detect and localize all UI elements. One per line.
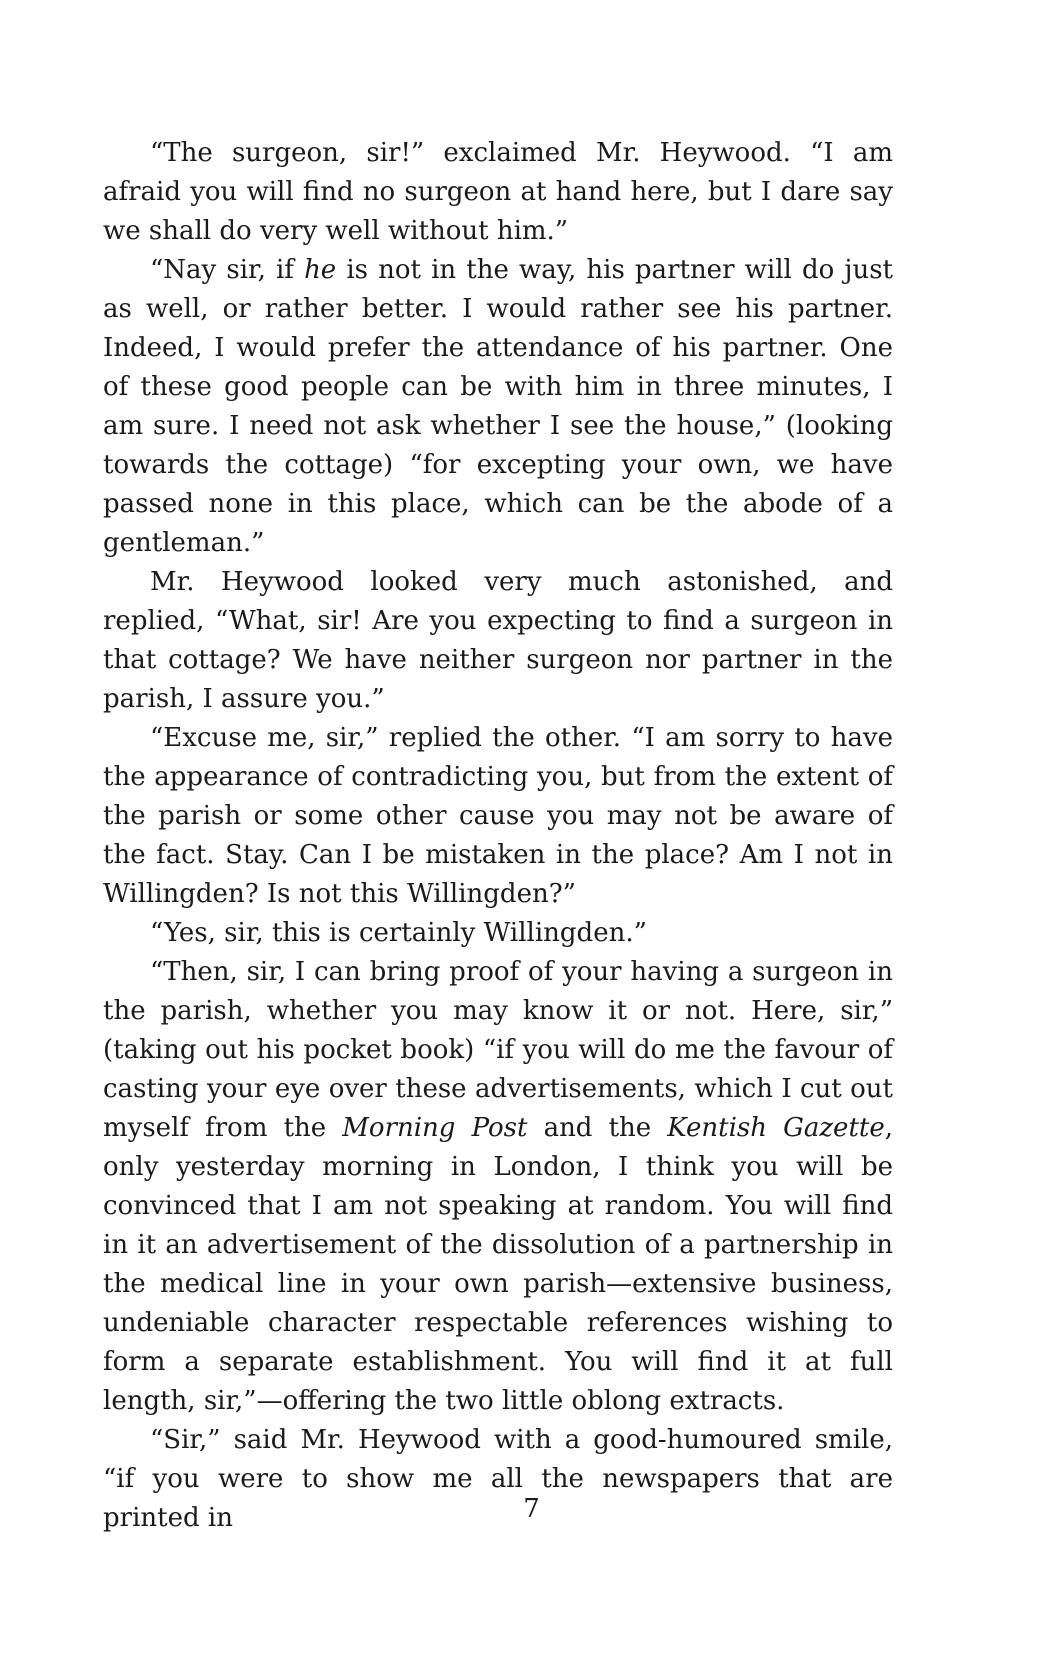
text-run: is not in the way, his partner will do just as well, or rather better. I would rather see his partner. Indeed, I would prefer the attendance of his partner. One of these good people can be with him in three minutes, I am sure. I need not ask whether I see the house,” (looking towards the cottage) “for excepting your own, we have passed none in this place, which can be the abode of a gentleman.”: [103, 255, 893, 558]
text-run: “Nay sir, if: [150, 255, 305, 285]
italic-text-run: he: [304, 255, 337, 285]
page-number: 7: [523, 1494, 540, 1524]
text-run: Mr. Heywood looked very much astonished, and replied, “What, sir! Are you expecting to find a surgeon in that cottage? We have neither surgeon nor partner in the parish, I assure you.”: [103, 567, 893, 714]
paragraph: [103, 719, 893, 914]
paragraph: [103, 953, 893, 1421]
paragraph: [103, 134, 893, 251]
text-run: “Then, sir, I can bring proof of your having a surgeon in the parish, whether you may know it or not. Here, sir,” (taking out his pocket book) “if you will do me the favour of casting your eye over these advertisements, which I cut out myself from the: [103, 957, 893, 1143]
paragraph: [103, 563, 893, 719]
text-run: “Yes, sir, this is certainly Willingden.”: [150, 918, 647, 948]
paragraph: [103, 251, 893, 563]
body-text: [103, 134, 893, 1538]
italic-text-run: Morning Post: [342, 1113, 528, 1143]
text-run: “The surgeon, sir!” exclaimed Mr. Heywood. “I am afraid you will find no surgeon at hand here, but I dare say we shall do very well without him.”: [103, 138, 893, 246]
italic-text-run: Kentish Gazette: [667, 1113, 885, 1143]
text-run: and the: [527, 1113, 668, 1143]
text-run: , only yesterday morning in London, I think you will be convinced that I am not speaking at random. You will find in it an advertisement of the dissolution of a partnership in the medical line in your own parish—extensive business, undeniable character respectable references wishing to form a separate establishment. You will find it at full length, sir,”—offering the two little oblong extracts.: [103, 1113, 893, 1416]
text-run: “Sir,” said Mr. Heywood with a good-humoured smile, “if you were to show me all the newspapers that are printed in: [103, 1425, 893, 1533]
text-run: “Excuse me, sir,” replied the other. “I am sorry to have the appearance of contradicting you, but from the extent of the parish or some other cause you may not be aware of the fact. Stay. Can I be mistaken in the place? Am I not in Willingden? Is not this Willingden?”: [103, 723, 893, 909]
paragraph: [103, 914, 893, 953]
